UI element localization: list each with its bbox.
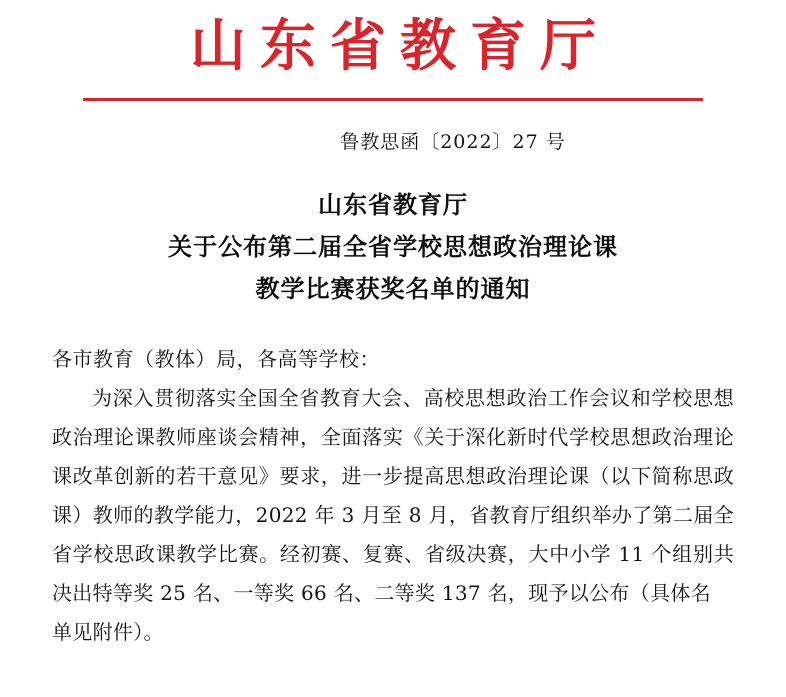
title-line-3: 教学比赛获奖名单的通知	[255, 274, 531, 304]
document-title	[0, 184, 786, 310]
title-line-1: 山东省教育厅	[318, 190, 468, 220]
body-paragraph-1-continued: 单见附件）。	[52, 620, 164, 645]
document-number	[0, 127, 786, 154]
document-number-text: 鲁教思函〔2022〕27 号	[340, 131, 566, 154]
masthead	[0, 0, 786, 101]
masthead-title: 山东省教育厅	[190, 13, 610, 79]
title-line-2: 关于公布第二届全省学校思想政治理论课	[168, 232, 618, 262]
body-paragraph-1: 为深入贯彻落实全国全省教育大会、高校思想政治工作会议和学校思想政治理论课教师座谈会精神，全面落实《关于深化新时代学校思想政治理论课改革创新的若干意见》要求，进一步提高思想政治理论课（以下简称思政课）教师的教学能力，2022 年 3 月至 8 月，省教育厅组织举办了第二届全省学校思政课教学比赛。经初赛、复赛、省级决赛，大中小学 11 个组别共决出特等奖 25 名、一等奖 66 名、二等奖 137 名，现予以公布（具体名	[52, 386, 734, 606]
document-body	[52, 340, 734, 652]
salutation: 各市教育（教体）局，各高等学校：	[52, 347, 380, 372]
masthead-divider	[83, 98, 703, 101]
